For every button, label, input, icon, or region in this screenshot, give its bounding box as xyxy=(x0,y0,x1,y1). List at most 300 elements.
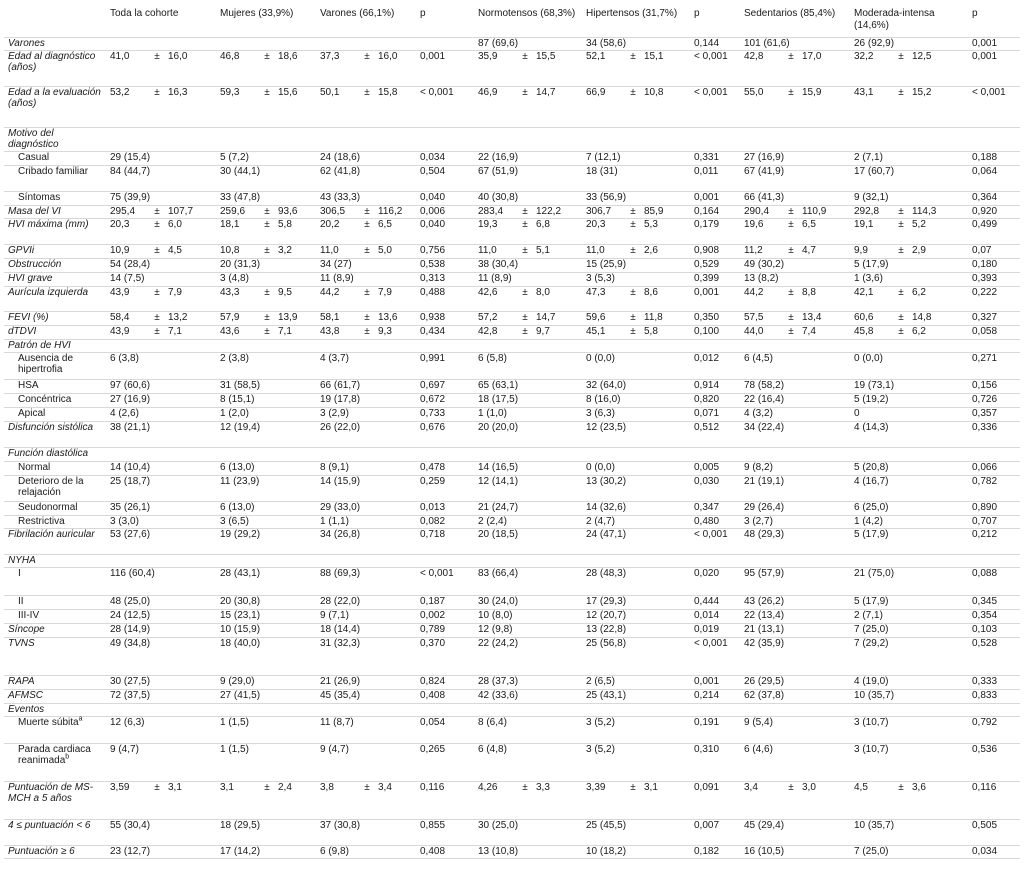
mean-sd-value xyxy=(110,782,182,793)
plus-minus-sign: ± xyxy=(264,244,270,256)
column-header: p xyxy=(968,5,1020,38)
sd-value: 12,5 xyxy=(912,50,932,62)
table-row xyxy=(4,86,1020,127)
table-row xyxy=(4,554,1020,567)
row-label xyxy=(4,325,106,339)
table-cell: 30 (27,5) xyxy=(110,675,151,687)
table-cell: 0,001 xyxy=(972,50,998,62)
sd-value: 6,5 xyxy=(802,218,816,230)
row-label-text: HVI máxima (mm) xyxy=(8,218,89,230)
mean-sd-value xyxy=(744,219,816,230)
table-cell: 54 (28,4) xyxy=(110,258,151,270)
mean-value: 37,3 xyxy=(320,50,340,62)
row-label xyxy=(4,637,106,675)
mean-sd-value xyxy=(320,87,397,98)
table-cell: 25 (45,5) xyxy=(586,819,627,831)
table-cell: 0,938 xyxy=(420,311,446,323)
row-label-text: Patrón de HVI xyxy=(8,339,71,351)
row-label-text: Concéntrica xyxy=(18,393,72,405)
mean-sd-value xyxy=(478,326,550,337)
plus-minus-sign: ± xyxy=(364,50,370,62)
table-cell: 3 (3,0) xyxy=(110,515,139,527)
sd-value: 8,0 xyxy=(536,286,550,298)
row-label-text: Eventos xyxy=(8,703,45,715)
table-cell xyxy=(216,286,316,311)
table-cell: 14 (7,5) xyxy=(110,272,145,284)
table-cell: 101 (61,6) xyxy=(744,38,790,49)
mean-sd-value xyxy=(320,206,402,217)
table-cell: 28 (37,3) xyxy=(478,675,519,687)
plus-minus-sign: ± xyxy=(898,325,904,337)
table-cell: 0,393 xyxy=(972,272,998,284)
table-cell: 0,347 xyxy=(694,501,720,513)
table-cell: 0,179 xyxy=(694,218,720,230)
table-cell: 42 (33,6) xyxy=(478,689,519,701)
table-cell: 3 (5,3) xyxy=(586,272,615,284)
table-cell xyxy=(740,703,850,716)
row-label-text: II xyxy=(18,595,24,607)
sd-value: 3,1 xyxy=(168,781,182,793)
mean-sd-value xyxy=(744,287,816,298)
table-cell: 0,116 xyxy=(972,781,997,793)
plus-minus-sign: ± xyxy=(264,218,270,230)
table-cell xyxy=(316,205,416,218)
plus-minus-sign: ± xyxy=(364,781,370,793)
table-cell: 9 (32,1) xyxy=(854,191,889,203)
mean-value: 42,8 xyxy=(478,325,498,337)
table-cell: 21 (13,1) xyxy=(744,623,785,635)
table-cell: 1 (4,2) xyxy=(854,515,883,527)
table-cell: 0,091 xyxy=(694,781,720,793)
table-cell: 0,499 xyxy=(972,218,998,230)
table-cell: 0,191 xyxy=(694,716,720,728)
table-cell: 14 (32,6) xyxy=(586,501,627,513)
plus-minus-sign: ± xyxy=(788,205,794,217)
plus-minus-sign: ± xyxy=(630,325,636,337)
table-cell xyxy=(582,325,690,339)
plus-minus-sign: ± xyxy=(154,218,160,230)
plus-minus-sign: ± xyxy=(154,325,160,337)
table-cell xyxy=(216,127,316,151)
table-cell: 116 (60,4) xyxy=(110,567,155,579)
sd-value: 15,8 xyxy=(378,86,398,98)
mean-value: 3,59 xyxy=(110,781,130,793)
table-cell xyxy=(740,781,850,819)
table-cell xyxy=(740,127,850,151)
table-cell: 0,350 xyxy=(694,311,720,323)
sd-value: 107,7 xyxy=(168,205,194,217)
row-label-text: Casual xyxy=(18,151,50,163)
mean-sd-value xyxy=(854,326,926,337)
table-cell: < 0,001 xyxy=(972,86,1006,98)
table-cell: 49 (30,2) xyxy=(744,258,785,270)
table-cell xyxy=(850,339,968,352)
table-row xyxy=(4,244,1020,258)
table-cell: 0,824 xyxy=(420,675,446,687)
plus-minus-sign: ± xyxy=(364,286,370,298)
mean-value: 42,8 xyxy=(744,50,764,62)
plus-minus-sign: ± xyxy=(788,325,794,337)
row-label xyxy=(4,461,106,475)
row-label xyxy=(4,50,106,86)
table-cell xyxy=(474,86,582,127)
table-cell xyxy=(582,339,690,352)
row-label-text: GPVIi xyxy=(8,244,35,256)
table-cell: 7 (12,1) xyxy=(586,151,621,163)
mean-value: 42,1 xyxy=(854,286,874,298)
mean-sd-value xyxy=(110,87,187,98)
table-cell: 5 (17,9) xyxy=(854,258,889,270)
row-label xyxy=(4,819,106,845)
sd-value: 16,0 xyxy=(168,50,188,62)
table-cell: 6 (13,0) xyxy=(220,461,255,473)
mean-sd-value xyxy=(110,206,193,217)
row-label xyxy=(4,421,106,447)
sd-value: 6,8 xyxy=(536,218,550,230)
table-cell: 21 (75,0) xyxy=(854,567,895,579)
table-cell: 22 (16,9) xyxy=(478,151,519,163)
mean-value: 4,5 xyxy=(854,781,868,793)
table-cell: 25 (56,8) xyxy=(586,637,627,649)
table-cell: 0,100 xyxy=(694,325,720,337)
table-cell: 0,408 xyxy=(420,845,446,857)
table-row xyxy=(4,421,1020,447)
table-cell: 12 (20,7) xyxy=(586,609,627,621)
table-cell: 0,188 xyxy=(972,151,998,163)
plus-minus-sign: ± xyxy=(154,286,160,298)
table-cell: 0,265 xyxy=(420,743,446,755)
table-cell: 75 (39,9) xyxy=(110,191,151,203)
table-cell xyxy=(474,205,582,218)
mean-sd-value xyxy=(478,51,555,62)
table-cell: 45 (35,4) xyxy=(320,689,361,701)
column-header: p xyxy=(416,5,474,38)
table-cell: 6 (4,5) xyxy=(744,352,773,364)
table-cell xyxy=(216,339,316,352)
mean-value: 57,5 xyxy=(744,311,764,323)
sd-value: 3,3 xyxy=(536,781,550,793)
table-cell xyxy=(740,311,850,325)
row-label-text: NYHA xyxy=(8,554,36,566)
plus-minus-sign: ± xyxy=(264,205,270,217)
table-cell xyxy=(690,447,740,461)
table-cell: 0,920 xyxy=(972,205,998,217)
table-row xyxy=(4,218,1020,244)
row-label xyxy=(4,689,106,703)
row-label-text: I xyxy=(18,567,21,579)
table-row xyxy=(4,501,1020,515)
mean-value: 44,0 xyxy=(744,325,764,337)
table-cell: 32 (64,0) xyxy=(586,379,627,391)
table-row xyxy=(4,286,1020,311)
table-cell: 0,054 xyxy=(420,716,446,728)
mean-sd-value xyxy=(586,326,658,337)
table-row xyxy=(4,845,1020,858)
row-label xyxy=(4,379,106,393)
plus-minus-sign: ± xyxy=(364,86,370,98)
mean-value: 58,4 xyxy=(110,311,130,323)
table-cell: 2 (2,4) xyxy=(478,515,507,527)
mean-sd-value xyxy=(220,206,297,217)
table-cell: 15 (23,1) xyxy=(220,609,261,621)
table-cell: 0,399 xyxy=(694,272,720,284)
table-cell: 22 (13,4) xyxy=(744,609,785,621)
row-label xyxy=(4,38,106,51)
table-cell: 30 (25,0) xyxy=(478,819,519,831)
sd-value: 3,1 xyxy=(644,781,658,793)
table-cell xyxy=(740,447,850,461)
plus-minus-sign: ± xyxy=(522,311,528,323)
sd-value: 7,1 xyxy=(278,325,292,337)
table-cell: 0,408 xyxy=(420,689,446,701)
column-header xyxy=(4,5,106,38)
table-cell: 3 (10,7) xyxy=(854,743,889,755)
mean-sd-value xyxy=(478,782,550,793)
table-cell: 20 (30,8) xyxy=(220,595,261,607)
mean-sd-value xyxy=(478,245,550,256)
table-cell: 0,001 xyxy=(694,675,720,687)
mean-sd-value xyxy=(744,782,816,793)
table-cell: 9 (5,4) xyxy=(744,716,773,728)
table-cell xyxy=(474,127,582,151)
mean-value: 32,2 xyxy=(854,50,874,62)
mean-value: 4,26 xyxy=(478,781,498,793)
table-cell: 0,833 xyxy=(972,689,998,701)
footnote-marker: b xyxy=(65,754,70,762)
table-row xyxy=(4,205,1020,218)
table-cell: 28 (14,9) xyxy=(110,623,151,635)
table-cell: 34 (27) xyxy=(320,258,352,270)
table-cell xyxy=(106,554,216,567)
table-cell xyxy=(850,311,968,325)
table-cell: 26 (22,0) xyxy=(320,421,361,433)
table-cell: 12 (9,8) xyxy=(478,623,513,635)
plus-minus-sign: ± xyxy=(788,244,794,256)
sd-value: 17,0 xyxy=(802,50,822,62)
mean-sd-value xyxy=(586,782,658,793)
row-label-text: Varones xyxy=(8,38,45,49)
table-cell: 0,480 xyxy=(694,515,720,527)
row-label xyxy=(4,595,106,609)
mean-sd-value xyxy=(320,51,397,62)
table-cell: 0,733 xyxy=(420,407,446,419)
table-cell: 0,782 xyxy=(972,475,998,487)
plus-minus-sign: ± xyxy=(264,325,270,337)
sd-value: 7,9 xyxy=(168,286,182,298)
table-cell: 0,370 xyxy=(420,637,446,649)
table-cell: 0,512 xyxy=(694,421,720,433)
mean-value: 19,6 xyxy=(744,218,764,230)
table-cell: 5 (20,8) xyxy=(854,461,889,473)
plus-minus-sign: ± xyxy=(522,218,528,230)
table-cell: 3 (6,3) xyxy=(586,407,615,419)
table-cell xyxy=(474,325,582,339)
sd-value: 5,1 xyxy=(536,244,550,256)
table-cell xyxy=(316,244,416,258)
table-row xyxy=(4,38,1020,51)
plus-minus-sign: ± xyxy=(264,86,270,98)
row-label-text: Cribado familiar xyxy=(18,165,89,177)
table-cell xyxy=(106,205,216,218)
table-cell: 21 (19,1) xyxy=(744,475,785,487)
row-label-text: Aurícula izquierda xyxy=(8,286,89,298)
plus-minus-sign: ± xyxy=(630,781,636,793)
sd-value: 6,2 xyxy=(912,286,926,298)
table-cell: 37 (30,8) xyxy=(320,819,361,831)
table-row xyxy=(4,515,1020,528)
plus-minus-sign: ± xyxy=(364,311,370,323)
plus-minus-sign: ± xyxy=(264,311,270,323)
mean-sd-value xyxy=(854,245,926,256)
row-label-text: Puntuación ≥ 6 xyxy=(8,845,75,857)
row-label xyxy=(4,528,106,554)
mean-value: 43,9 xyxy=(110,286,130,298)
mean-value: 292,8 xyxy=(854,205,880,217)
plus-minus-sign: ± xyxy=(788,50,794,62)
table-cell xyxy=(850,325,968,339)
row-label xyxy=(4,407,106,421)
table-cell: 20 (31,3) xyxy=(220,258,261,270)
table-cell xyxy=(216,50,316,86)
table-cell: 6 (9,8) xyxy=(320,845,349,857)
mean-value: 35,9 xyxy=(478,50,498,62)
column-header: Normotensos (68,3%) xyxy=(474,5,582,38)
sd-value: 16,3 xyxy=(168,86,188,98)
table-cell: 13 (8,2) xyxy=(744,272,779,284)
table-cell: 0,011 xyxy=(694,165,719,177)
table-row xyxy=(4,475,1020,501)
table-cell xyxy=(216,86,316,127)
plus-minus-sign: ± xyxy=(630,86,636,98)
sd-value: 5,8 xyxy=(644,325,658,337)
table-cell: 66 (41,3) xyxy=(744,191,785,203)
table-cell xyxy=(850,244,968,258)
mean-value: 43,1 xyxy=(854,86,874,98)
row-label xyxy=(4,165,106,191)
table-cell: 8 (6,4) xyxy=(478,716,507,728)
sd-value: 9,7 xyxy=(536,325,550,337)
table-cell: 24 (12,5) xyxy=(110,609,151,621)
table-row xyxy=(4,637,1020,675)
mean-value: 10,9 xyxy=(110,244,130,256)
table-cell: 0 (0,0) xyxy=(586,461,615,473)
data-table xyxy=(4,5,1020,859)
table-cell: 1 (2,0) xyxy=(220,407,249,419)
mean-value: 20,3 xyxy=(586,218,606,230)
sd-value: 5,8 xyxy=(278,218,292,230)
plus-minus-sign: ± xyxy=(522,50,528,62)
table-cell: 19 (29,2) xyxy=(220,528,261,540)
table-row xyxy=(4,127,1020,151)
plus-minus-sign: ± xyxy=(364,244,370,256)
mean-sd-value xyxy=(478,219,550,230)
table-cell xyxy=(582,205,690,218)
table-cell: 2 (6,5) xyxy=(586,675,615,687)
mean-value: 18,1 xyxy=(220,218,240,230)
mean-sd-value xyxy=(320,219,392,230)
row-label-text: Seudonormal xyxy=(18,501,78,513)
row-label-text: Muerte súbita xyxy=(18,716,79,728)
table-cell: 15 (25,9) xyxy=(586,258,627,270)
table-row xyxy=(4,743,1020,781)
row-label-text: Masa del VI xyxy=(8,205,61,217)
sd-value: 3,0 xyxy=(802,781,816,793)
table-cell: 8 (16,0) xyxy=(586,393,621,405)
table-cell xyxy=(216,205,316,218)
sd-value: 122,2 xyxy=(536,205,562,217)
table-cell xyxy=(740,50,850,86)
mean-sd-value xyxy=(110,312,187,323)
plus-minus-sign: ± xyxy=(898,286,904,298)
table-cell: 10 (8,0) xyxy=(478,609,513,621)
table-cell: 10 (18,2) xyxy=(586,845,627,857)
table-cell xyxy=(474,286,582,311)
table-cell: 0,082 xyxy=(420,515,446,527)
table-cell: 26 (92,9) xyxy=(854,38,895,49)
table-cell: 24 (47,1) xyxy=(586,528,627,540)
row-label-text: Edad al diagnóstico (años) xyxy=(8,50,96,74)
mean-value: 45,8 xyxy=(854,325,874,337)
table-cell: 1 (1,5) xyxy=(220,743,249,755)
table-cell: 0 (0,0) xyxy=(586,352,615,364)
table-cell: 0,222 xyxy=(972,286,998,298)
mean-sd-value xyxy=(110,326,182,337)
plus-minus-sign: ± xyxy=(264,286,270,298)
table-cell: 66 (61,7) xyxy=(320,379,361,391)
plus-minus-sign: ± xyxy=(522,781,528,793)
table-cell: 14 (15,9) xyxy=(320,475,361,487)
footnote-marker: a xyxy=(78,715,83,723)
mean-sd-value xyxy=(110,287,182,298)
table-cell: 0,156 xyxy=(972,379,998,391)
table-cell: 0,478 xyxy=(420,461,446,473)
sd-value: 85,9 xyxy=(644,205,664,217)
row-label-text: Motivo del diagnóstico xyxy=(8,127,59,151)
sd-value: 5,2 xyxy=(912,218,926,230)
row-label-text: Ausencia de hipertrofia xyxy=(18,352,74,376)
table-cell xyxy=(968,339,1020,352)
table-cell: 4 (2,6) xyxy=(110,407,139,419)
table-row xyxy=(4,819,1020,845)
table-cell xyxy=(416,339,474,352)
table-cell: 0,538 xyxy=(420,258,446,270)
mean-sd-value xyxy=(586,87,663,98)
table-cell: 33 (47,8) xyxy=(220,191,261,203)
table-cell: 0,789 xyxy=(420,623,446,635)
table-cell: 21 (26,9) xyxy=(320,675,361,687)
sd-value: 10,8 xyxy=(644,86,664,98)
row-label xyxy=(4,218,106,244)
table-cell: 3 (10,7) xyxy=(854,716,889,728)
table-row xyxy=(4,595,1020,609)
mean-sd-value xyxy=(586,51,663,62)
table-cell: 12 (14,1) xyxy=(478,475,519,487)
table-cell: 0,020 xyxy=(694,567,720,579)
table-cell: 0,040 xyxy=(420,191,446,203)
table-row xyxy=(4,567,1020,595)
table-cell: 0,536 xyxy=(972,743,998,755)
table-cell xyxy=(474,447,582,461)
table-cell xyxy=(216,703,316,716)
table-row xyxy=(4,258,1020,272)
table-cell: 3 (4,8) xyxy=(220,272,249,284)
table-cell xyxy=(740,218,850,244)
table-cell: 0,529 xyxy=(694,258,720,270)
table-cell: 83 (66,4) xyxy=(478,567,519,579)
table-cell: 28 (48,3) xyxy=(586,567,627,579)
table-cell: 0,707 xyxy=(972,515,998,527)
row-label xyxy=(4,716,106,743)
